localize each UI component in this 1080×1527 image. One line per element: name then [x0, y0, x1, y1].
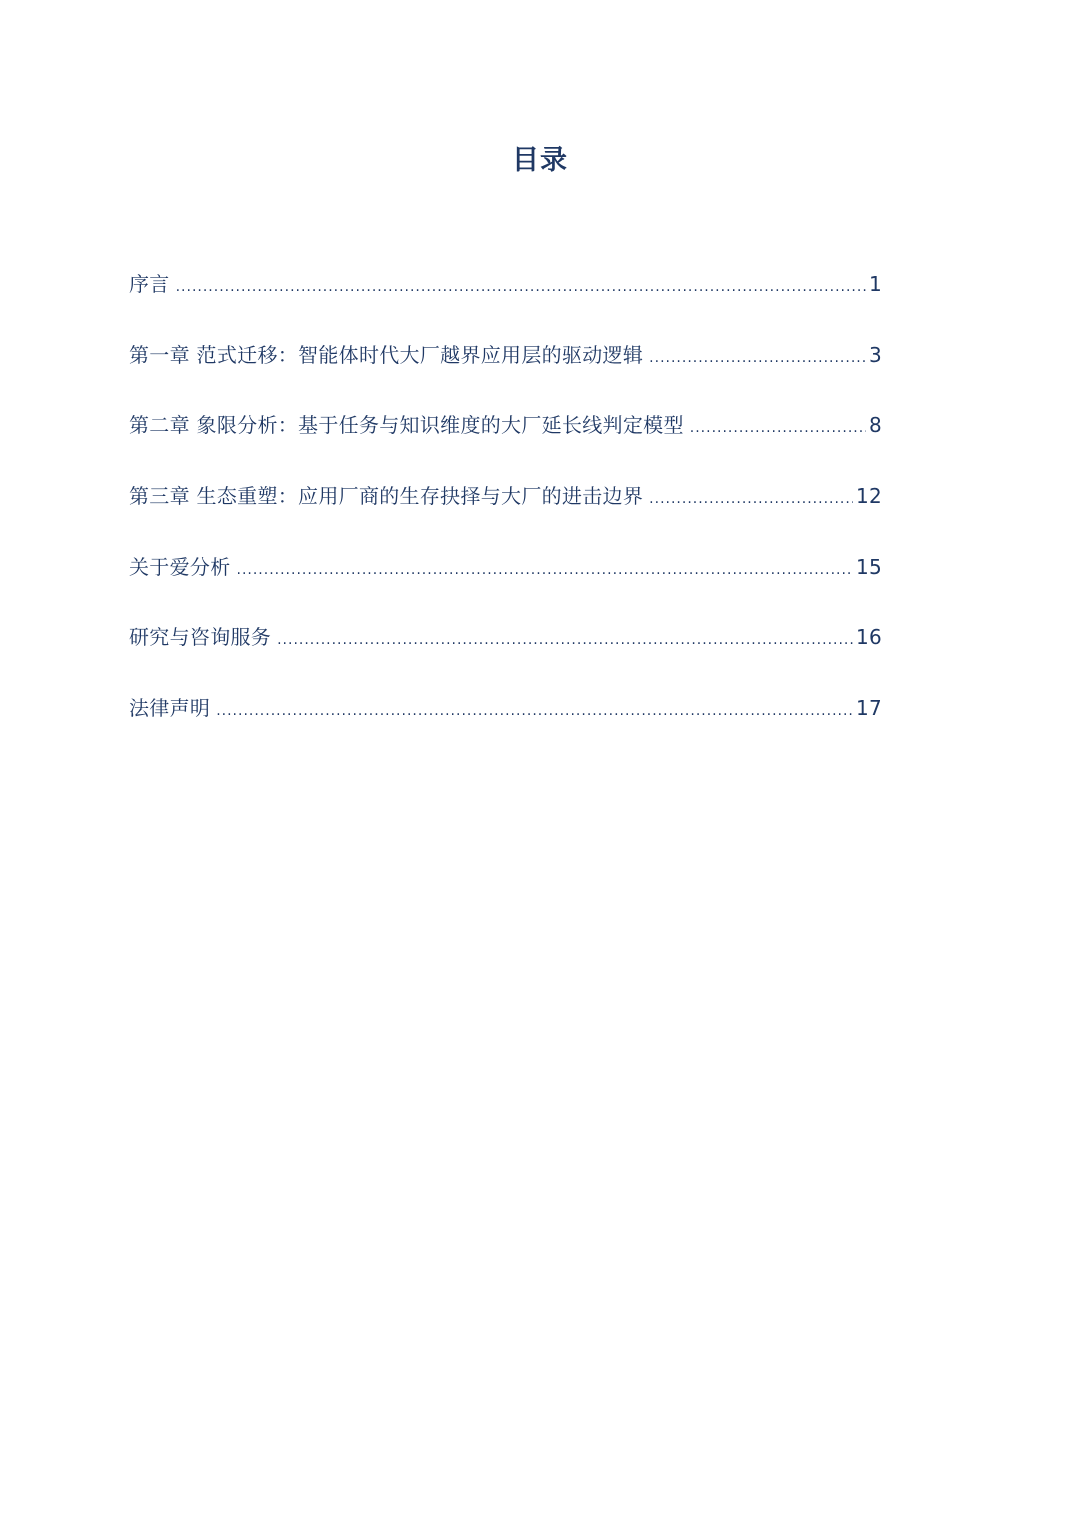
toc-dot-leader: [176, 271, 866, 303]
toc-entry-page-number: 17: [855, 696, 882, 721]
toc-entry-page-number: 1: [868, 272, 882, 296]
toc-dot-leader: [690, 412, 866, 444]
toc-entry-chapter-1[interactable]: [129, 339, 882, 410]
toc-entry-label: 第三章 生态重塑：应用厂商的生存抉择与大厂的进击边界: [129, 484, 644, 509]
toc-entry-page-number: 12: [855, 484, 882, 509]
toc-entry-label: 关于爱分析: [129, 554, 231, 579]
toc-entry-research-services[interactable]: [129, 621, 882, 692]
toc-entry-page-number: 15: [855, 554, 882, 579]
toc-entry-page-number: 16: [855, 625, 882, 650]
toc-entry-page-number: 8: [868, 413, 882, 438]
toc-entry-label: 序言: [129, 272, 170, 296]
toc-dot-leader: [649, 342, 866, 374]
toc-entry-legal-notice[interactable]: [129, 692, 882, 763]
toc-entry-label: 第一章 范式迁移：智能体时代大厂越界应用层的驱动逻辑: [129, 342, 644, 367]
toc-entry-chapter-2[interactable]: [129, 409, 882, 480]
toc-dot-leader: [216, 695, 853, 727]
toc-dot-leader: [277, 624, 853, 656]
toc-entry-page-number: 3: [868, 342, 882, 367]
table-of-contents: [129, 268, 882, 763]
toc-dot-leader: [237, 554, 853, 586]
toc-entry-about[interactable]: [129, 551, 882, 622]
toc-entry-label: 法律声明: [129, 696, 211, 721]
toc-entry-preface[interactable]: [129, 268, 882, 339]
toc-entry-label: 第二章 象限分析：基于任务与知识维度的大厂延长线判定模型: [129, 413, 684, 438]
toc-title: 目录: [512, 145, 568, 176]
toc-entry-chapter-3[interactable]: [129, 480, 882, 551]
toc-dot-leader: [649, 483, 853, 515]
toc-entry-label: 研究与咨询服务: [129, 625, 272, 650]
